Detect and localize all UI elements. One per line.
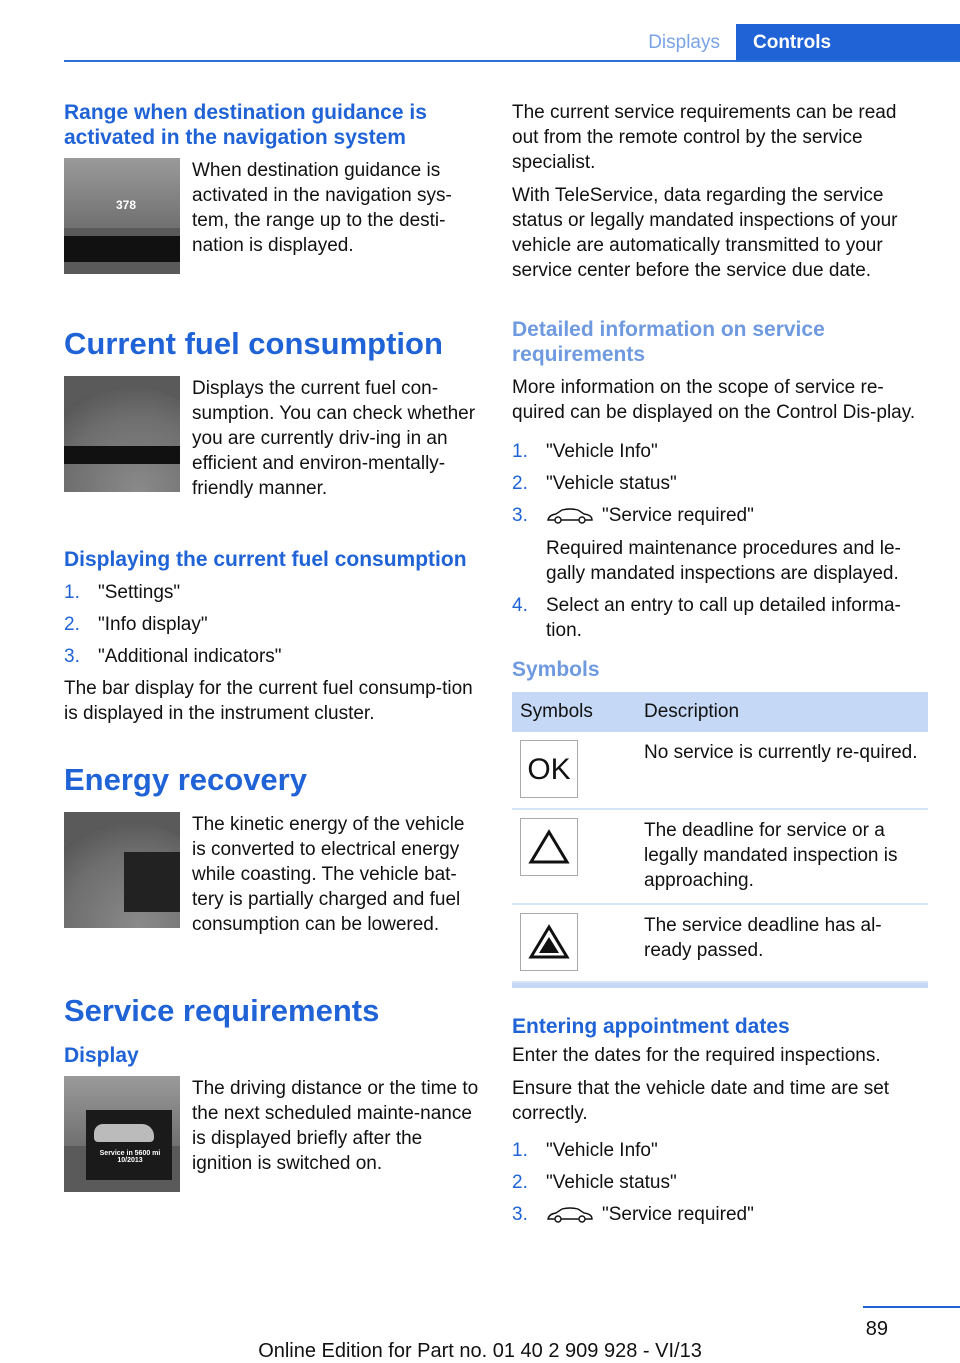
- appointment-text-2: Ensure that the vehicle date and time are set correctly.: [512, 1078, 890, 1124]
- car-image: [94, 1124, 154, 1142]
- table-end-rule: [512, 983, 928, 988]
- col-description: Description: [636, 692, 928, 732]
- page-header: [0, 24, 960, 62]
- row-description: No service is currently re-quired.: [636, 732, 928, 809]
- display-text: The driving distance or the time to the next scheduled mainte-nance is displayed briefly after the ignition is switched on.: [192, 1078, 479, 1174]
- fuel-gauge-image: [64, 376, 180, 492]
- detail-text: More information on the scope of service re-quired can be displayed on the Control Dis-play.: [512, 377, 916, 423]
- table-row: [512, 809, 928, 904]
- energy-heading: Energy recovery: [64, 762, 307, 797]
- list-item: 2. "Vehicle status": [512, 473, 677, 494]
- display-subheading: Display: [64, 1044, 139, 1067]
- energy-gauge-image: [64, 812, 180, 928]
- list-item: 2. "Info display": [64, 614, 208, 635]
- table-row: [512, 732, 928, 809]
- fuel-figure: [64, 376, 480, 509]
- remote-text: The current service requirements can be read out from the remote control by the service specialist.: [512, 102, 897, 173]
- fuel-heading: Current fuel consumption: [64, 326, 443, 361]
- fuel-steps: [64, 580, 480, 669]
- range-gauge-image: [64, 158, 180, 274]
- warning-triangle-filled-icon: [520, 913, 578, 971]
- left-column: [64, 100, 480, 1192]
- energy-figure: [64, 812, 480, 945]
- detail-steps: [512, 439, 928, 643]
- footer-rule: [863, 1306, 960, 1308]
- appointment-steps: [512, 1138, 928, 1227]
- list-item: 3. "Service required": [512, 1204, 754, 1225]
- fuel-text: Displays the current fuel con-sumption. You can check whether you are currently driv-ing in an efficient and environ-mentally-friendly manner.: [192, 378, 476, 499]
- car-service-icon: [546, 507, 594, 525]
- range-value: 378: [116, 198, 137, 212]
- table-header-row: [512, 692, 928, 732]
- service-heading: Service requirements: [64, 993, 380, 1028]
- step-note: Required maintenance procedures and le-gally mandated inspections are displayed.: [546, 538, 901, 584]
- range-heading: Range when destination guidance is activated in the navigation system: [64, 101, 427, 149]
- energy-text: The kinetic energy of the vehicle is converted to electrical energy while coasting. The vehicle bat-tery is partially charged and fuel consumption can be lowered.: [192, 814, 465, 935]
- right-column: [512, 100, 928, 1234]
- car-service-icon: [546, 1206, 594, 1224]
- chapter-tab: Controls: [736, 24, 960, 62]
- display-figure: [64, 1076, 480, 1192]
- list-item: 3. "Service required" Required maintenance procedures and le-gally mandated inspections are displayed.: [512, 503, 928, 586]
- list-item: 4. Select an entry to call up detailed informa-tion.: [512, 595, 901, 641]
- section-tab: Displays: [648, 32, 720, 53]
- edition-note: Online Edition for Part no. 01 40 2 909 928 - VI/13: [258, 1340, 702, 1362]
- service-display-label: Service in 5600 mi 10/2013: [99, 1150, 161, 1164]
- detail-heading: Detailed information on service requirements: [512, 318, 825, 366]
- teleservice-text: With TeleService, data regarding the service status or legally mandated inspections of your vehicle are automatically transmitted to your service center before the service due date.: [512, 185, 898, 281]
- displaying-fuel-heading: Displaying the current fuel consumption: [64, 548, 467, 571]
- appointment-heading: Entering appointment dates: [512, 1015, 790, 1038]
- range-text: When destination guidance is activated in the navigation sys-tem, the range up to the desti-nation is displayed.: [192, 160, 452, 256]
- page-number: 89: [865, 1318, 888, 1340]
- symbols-table: [512, 692, 928, 983]
- range-figure: [64, 158, 480, 274]
- table-row: [512, 904, 928, 982]
- list-item: 1. "Settings": [64, 582, 181, 603]
- col-symbols: Symbols: [512, 692, 636, 732]
- row-description: The deadline for service or a legally mandated inspection is approaching.: [636, 809, 928, 904]
- warning-triangle-outline-icon: [520, 818, 578, 876]
- service-display-image: [64, 1076, 180, 1192]
- ok-symbol: OK: [520, 740, 578, 798]
- fuel-after-text: The bar display for the current fuel consump-tion is displayed in the instrument cluster.: [64, 678, 473, 724]
- list-item: 2. "Vehicle status": [512, 1172, 677, 1193]
- list-item: 1. "Vehicle Info": [512, 1140, 658, 1161]
- header-rule: [64, 60, 960, 62]
- list-item: 3. "Additional indicators": [64, 646, 282, 667]
- list-item: 1. "Vehicle Info": [512, 441, 658, 462]
- symbols-heading: Symbols: [512, 658, 600, 681]
- appointment-text-1: Enter the dates for the required inspections.: [512, 1045, 881, 1066]
- row-description: The service deadline has al-ready passed.: [636, 904, 928, 982]
